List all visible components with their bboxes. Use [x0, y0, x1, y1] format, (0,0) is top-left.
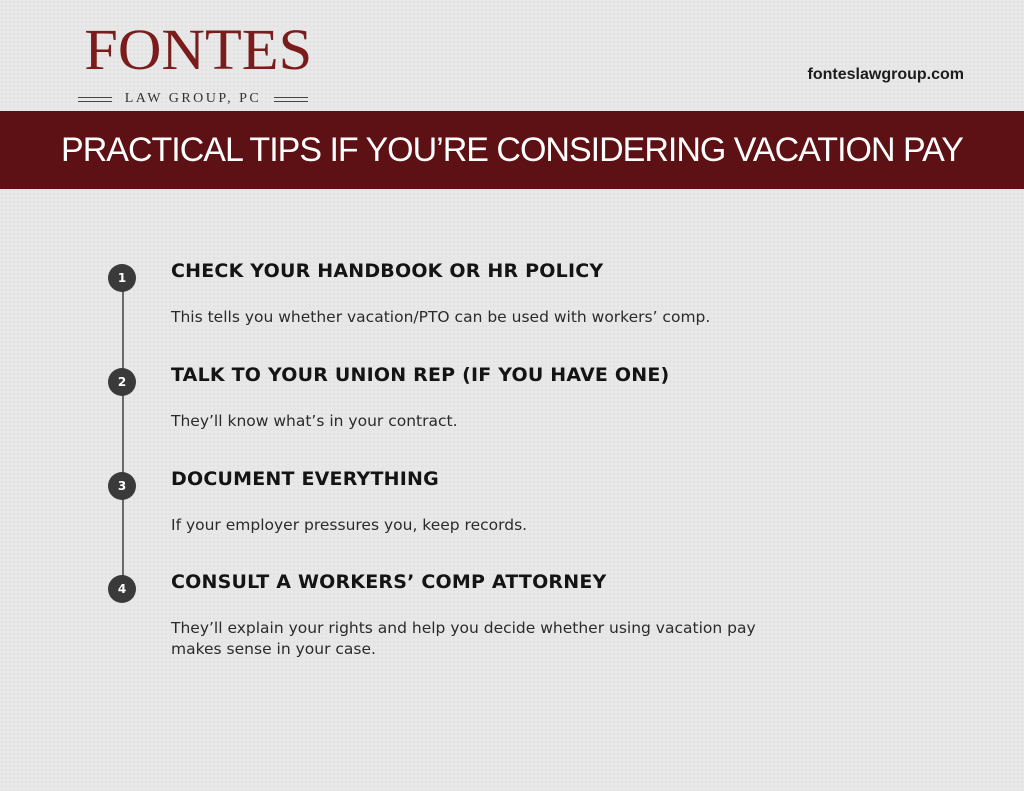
step-number-badge: 2: [108, 368, 136, 396]
timeline-connector: [122, 278, 124, 584]
website-url: fonteslawgroup.com: [807, 66, 964, 83]
step-description: If your employer pressures you, keep records.: [171, 516, 528, 534]
step-description: They’ll know what’s in your contract.: [171, 412, 458, 430]
firm-logo: [62, 17, 324, 106]
logo-subtitle-row: [78, 91, 308, 107]
logo-wordmark: FONTES: [84, 17, 313, 82]
title-banner: [0, 111, 1024, 189]
step-number-badge: 1: [108, 264, 136, 292]
banner-title: PRACTICAL TIPS IF YOU’RE CONSIDERING VACATION PAY: [61, 130, 963, 169]
step-number-badge: 3: [108, 472, 136, 500]
step-number-badge: 4: [108, 575, 136, 603]
step-description: They’ll explain your rights and help you decide whether using vacation pay makes sense in your case.: [171, 619, 756, 658]
logo-left-rule: [78, 97, 112, 102]
logo-subtitle: LAW GROUP, PC: [124, 91, 262, 106]
step-title: CHECK YOUR HANDBOOK OR HR POLICY: [171, 260, 604, 282]
step-title: DOCUMENT EVERYTHING: [171, 468, 439, 490]
step-description: This tells you whether vacation/PTO can be used with workers’ comp.: [171, 308, 711, 326]
step-title: CONSULT A WORKERS’ COMP ATTORNEY: [171, 571, 607, 593]
step-title: TALK TO YOUR UNION REP (IF YOU HAVE ONE): [171, 364, 670, 386]
logo-right-rule: [274, 97, 308, 102]
